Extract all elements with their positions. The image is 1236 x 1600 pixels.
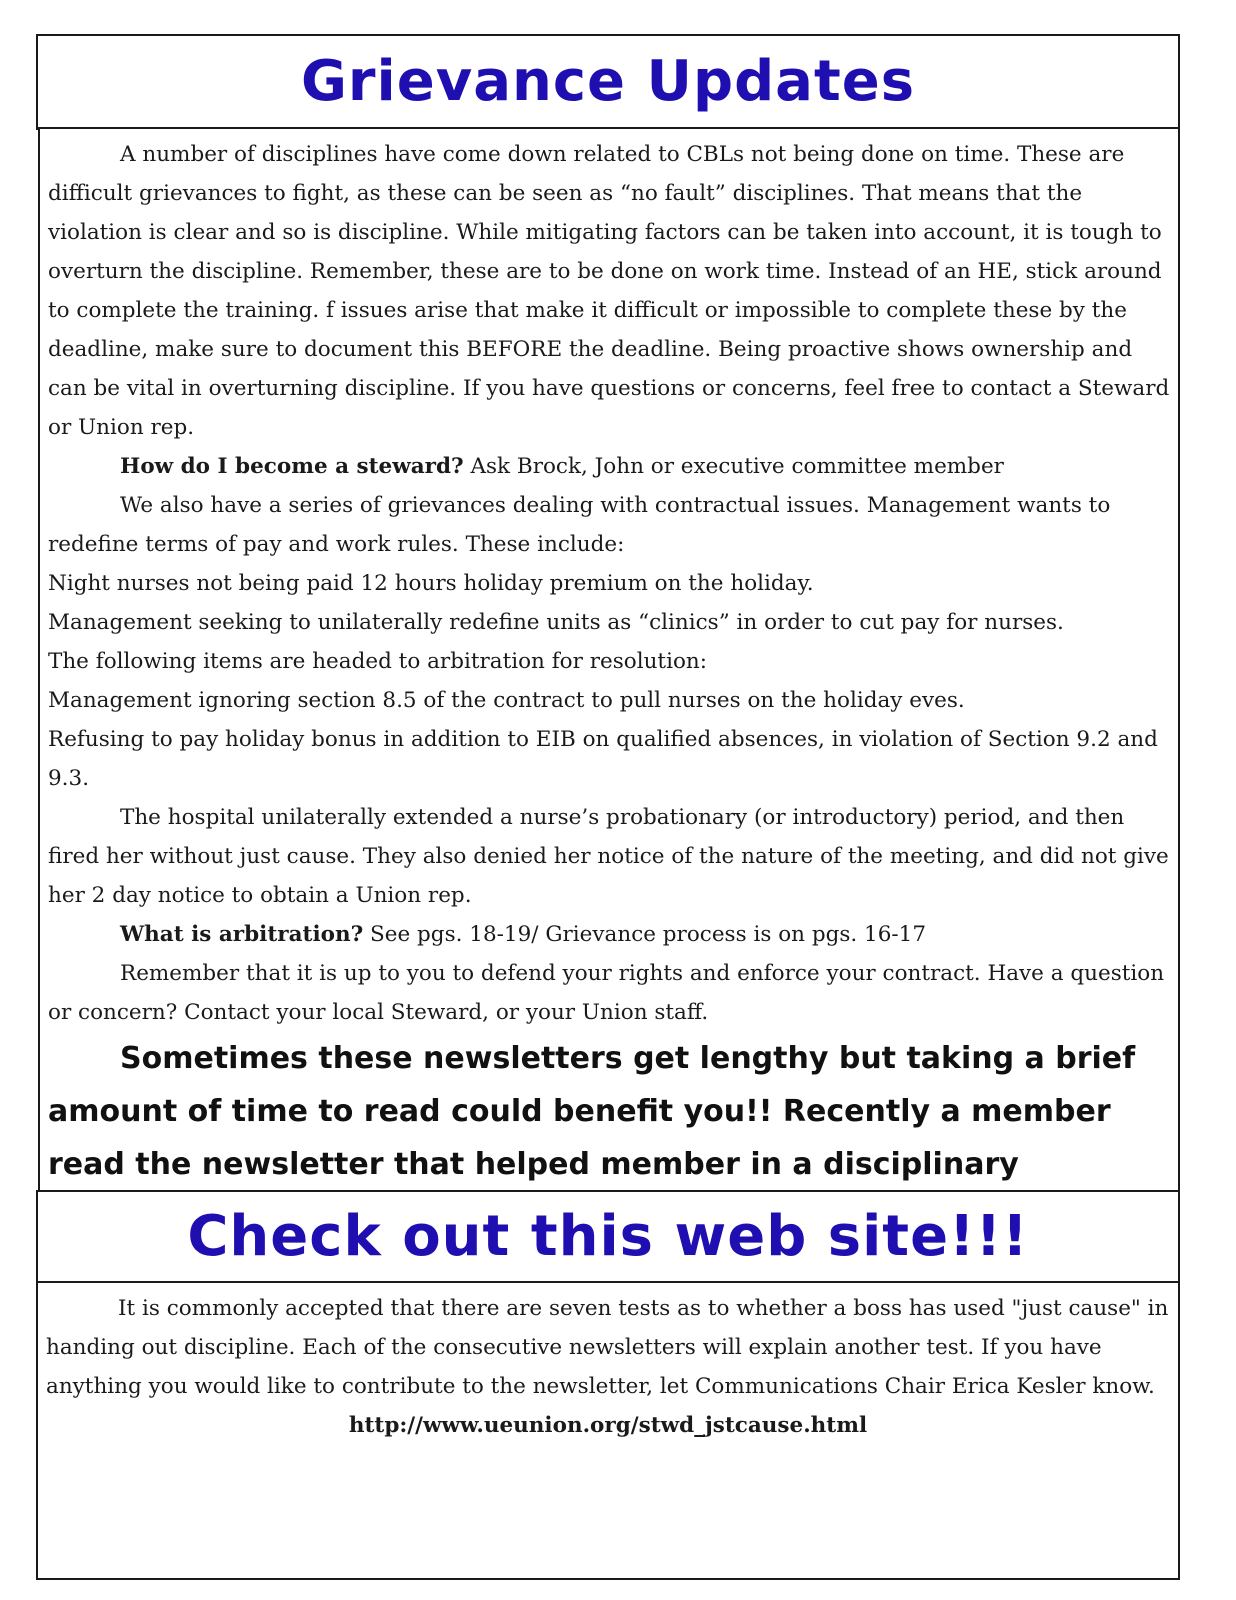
arbitration-intro: The following items are headed to arbitration for resolution:: [48, 649, 707, 674]
just-cause-paragraph: It is commonly accepted that there are seven tests as to whether a boss has used "just cause" in handing out discipline. Each of the consecutive newsletters will explain another test. If you have anything you would like to contribute to the newsletter, let Communications Chair Erica Kesler know.: [46, 1296, 1169, 1399]
steward-question: How do I become a steward?: [120, 454, 464, 479]
steward-answer: Ask Brock, John or executive committee member: [463, 454, 1004, 479]
grievance-updates-title: Grievance Updates: [300, 49, 916, 114]
arbitration-question-line: [48, 915, 1170, 954]
grievance-item-section-8-5: Management ignoring section 8.5 of the contract to pull nurses on the holiday eves.: [48, 688, 965, 713]
grievance-item-night-nurses: Night nurses not being paid 12 hours holiday premium on the holiday.: [48, 571, 814, 596]
arbitration-question: What is arbitration?: [120, 922, 364, 947]
web-site-header: [36, 1190, 1180, 1283]
arbitration-answer: See pgs. 18-19/ Grievance process is on pgs. 16-17: [363, 922, 927, 947]
grievance-item-clinics: Management seeking to unilaterally redefine units as “clinics” in order to cut pay for nurses.: [48, 610, 1064, 635]
grievance-item-holiday-bonus: Refusing to pay holiday bonus in addition to EIB on qualified absences, in violation of Section 9.2 and 9.3.: [48, 727, 1158, 791]
cbl-discipline-paragraph: A number of disciplines have come down related to CBLs not being done on time. These are difficult grievances to fight, as these can be seen as “no fault” disciplines. That means that the violation is clear and so is discipline. While mitigating factors can be taken into account, it is tough to overturn the discipline. Remember, these are to be done on work time. Instead of an HE, stick around to complete the training. f issues arise that make it difficult or impossible to complete these by the deadline, make sure to document this BEFORE the deadline. Being proactive shows ownership and can be vital in overturning discipline. If you have questions or concerns, feel free to contact a Steward or Union rep.: [48, 142, 1170, 440]
probation-paragraph: The hospital unilaterally extended a nurse’s probationary (or introductory) period, and then fired her without just cause. They also denied her notice of the nature of the meeting, and did not give her 2 day notice to obtain a Union rep.: [48, 805, 1169, 908]
web-site-title: Check out this web site!!!: [187, 1203, 1029, 1269]
contractual-issues-paragraph: We also have a series of grievances dealing with contractual issues. Management wants to redefine terms of pay and work rules. These include:: [48, 493, 1111, 557]
just-cause-url-link[interactable]: http://www.ueunion.org/stwd_jstcause.html: [348, 1413, 868, 1438]
steward-question-line: [48, 447, 1170, 486]
newsletter-callout: Sometimes these newsletters get lengthy but taking a brief amount of time to read could benefit you!! Recently a member read the newsletter that helped member in a disciplinary: [48, 1041, 1136, 1182]
grievance-updates-header: [36, 34, 1180, 130]
web-site-body: [36, 1281, 1180, 1580]
defend-rights-paragraph: Remember that it is up to you to defend your rights and enforce your contract. Have a question or concern? Contact your local Steward, or your Union staff.: [48, 961, 1165, 1025]
grievance-updates-body: [38, 127, 1180, 1193]
